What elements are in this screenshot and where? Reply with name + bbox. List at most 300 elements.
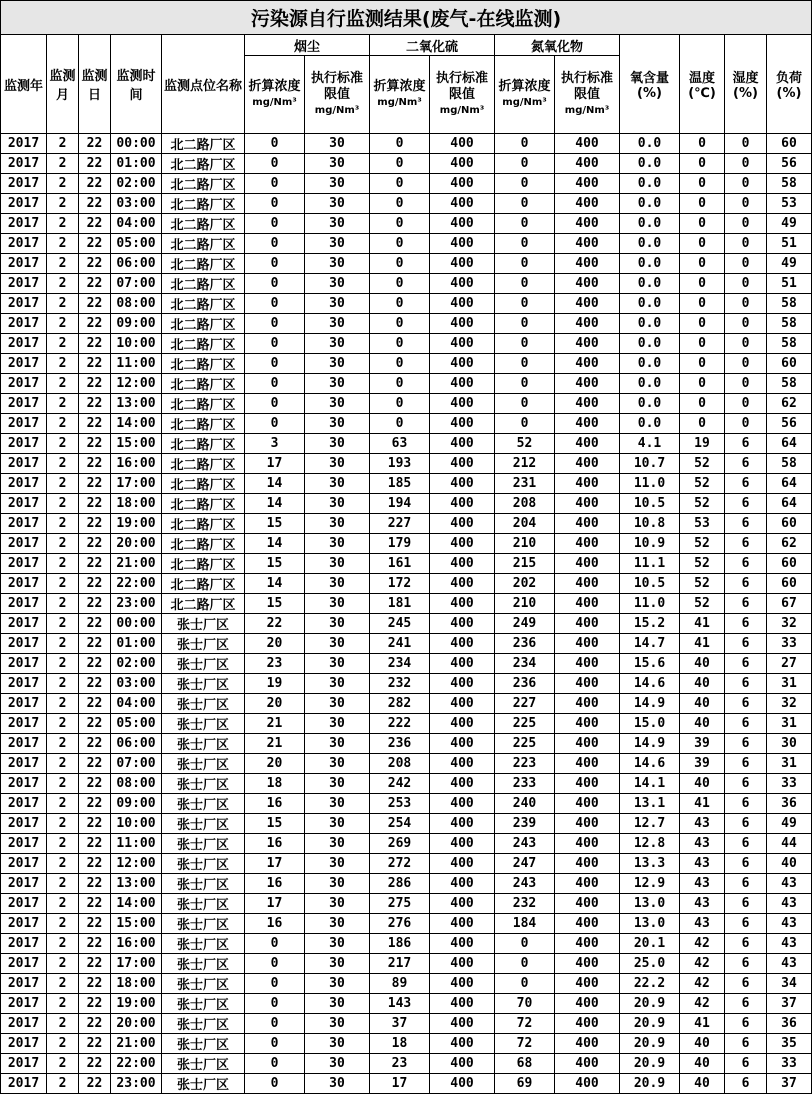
cell-nox-limit: 400 [555,854,620,874]
cell-load: 58 [767,174,812,194]
cell-smoke-limit: 30 [305,934,370,954]
cell-nox-limit: 400 [555,334,620,354]
cell-time: 07:00 [111,754,162,774]
cell-nox-limit: 400 [555,374,620,394]
table-row [1,874,812,894]
cell-nox-limit: 400 [555,934,620,954]
cell-day: 22 [79,834,111,854]
cell-so2-limit: 400 [430,474,495,494]
cell-location: 北二路厂区 [162,374,245,394]
cell-location: 张士厂区 [162,734,245,754]
cell-smoke-conc: 15 [245,814,305,834]
cell-humidity: 6 [725,814,767,834]
table-row [1,974,812,994]
cell-so2-limit: 400 [430,754,495,774]
cell-so2-conc: 17 [370,1074,430,1094]
cell-load: 60 [767,354,812,374]
table-row [1,854,812,874]
cell-nox-conc: 243 [495,834,555,854]
cell-temp: 43 [680,894,725,914]
cell-smoke-conc: 14 [245,534,305,554]
cell-oxygen: 11.0 [620,594,680,614]
cell-smoke-conc: 0 [245,174,305,194]
cell-humidity: 6 [725,554,767,574]
cell-load: 36 [767,1014,812,1034]
cell-month: 2 [47,1014,79,1034]
cell-nox-limit: 400 [555,274,620,294]
cell-time: 08:00 [111,294,162,314]
cell-so2-limit: 400 [430,974,495,994]
cell-temp: 40 [680,1074,725,1094]
cell-smoke-limit: 30 [305,494,370,514]
cell-nox-limit: 400 [555,674,620,694]
cell-load: 51 [767,234,812,254]
cell-smoke-limit: 30 [305,714,370,734]
cell-year: 2017 [1,834,47,854]
cell-temp: 0 [680,334,725,354]
cell-humidity: 0 [725,234,767,254]
cell-smoke-limit: 30 [305,1034,370,1054]
cell-humidity: 6 [725,954,767,974]
cell-smoke-conc: 23 [245,654,305,674]
cell-day: 22 [79,1074,111,1094]
cell-day: 22 [79,254,111,274]
cell-time: 05:00 [111,234,162,254]
cell-oxygen: 0.0 [620,314,680,334]
cell-year: 2017 [1,214,47,234]
cell-so2-limit: 400 [430,214,495,234]
cell-smoke-conc: 20 [245,754,305,774]
cell-load: 60 [767,134,812,154]
cell-month: 2 [47,434,79,454]
cell-so2-limit: 400 [430,354,495,374]
cell-time: 06:00 [111,254,162,274]
cell-load: 58 [767,314,812,334]
cell-nox-conc: 0 [495,954,555,974]
cell-humidity: 6 [725,1034,767,1054]
cell-load: 43 [767,954,812,974]
cell-nox-conc: 223 [495,754,555,774]
cell-nox-conc: 72 [495,1014,555,1034]
cell-smoke-limit: 30 [305,694,370,714]
cell-month: 2 [47,1074,79,1094]
cell-load: 60 [767,574,812,594]
cell-location: 张士厂区 [162,1014,245,1034]
cell-nox-conc: 210 [495,594,555,614]
cell-smoke-conc: 0 [245,194,305,214]
cell-so2-conc: 0 [370,134,430,154]
cell-month: 2 [47,1054,79,1074]
cell-year: 2017 [1,134,47,154]
cell-oxygen: 13.1 [620,794,680,814]
cell-humidity: 6 [725,654,767,674]
cell-nox-conc: 0 [495,134,555,154]
table-row [1,814,812,834]
cell-year: 2017 [1,734,47,754]
header-smoke-conc: 折算浓度 mg/Nm³ [245,56,305,134]
cell-so2-conc: 179 [370,534,430,554]
cell-so2-conc: 89 [370,974,430,994]
cell-humidity: 6 [725,694,767,714]
cell-month: 2 [47,534,79,554]
cell-nox-conc: 243 [495,874,555,894]
cell-location: 北二路厂区 [162,554,245,574]
cell-month: 2 [47,274,79,294]
cell-humidity: 6 [725,614,767,634]
cell-smoke-conc: 18 [245,774,305,794]
cell-day: 22 [79,734,111,754]
cell-so2-conc: 269 [370,834,430,854]
cell-time: 15:00 [111,434,162,454]
cell-temp: 40 [680,654,725,674]
cell-smoke-limit: 30 [305,194,370,214]
cell-so2-conc: 0 [370,194,430,214]
cell-day: 22 [79,654,111,674]
table-row [1,554,812,574]
cell-year: 2017 [1,614,47,634]
cell-nox-limit: 400 [555,654,620,674]
header-time: 监测时间 [111,35,162,134]
cell-smoke-limit: 30 [305,234,370,254]
cell-day: 22 [79,314,111,334]
cell-day: 22 [79,554,111,574]
cell-smoke-conc: 0 [245,1074,305,1094]
header-load: 负荷(%) [767,35,812,134]
cell-so2-limit: 400 [430,454,495,474]
cell-nox-conc: 225 [495,714,555,734]
cell-so2-limit: 400 [430,834,495,854]
cell-nox-conc: 204 [495,514,555,534]
cell-time: 21:00 [111,554,162,574]
cell-load: 34 [767,974,812,994]
cell-so2-conc: 217 [370,954,430,974]
cell-oxygen: 14.7 [620,634,680,654]
cell-smoke-conc: 0 [245,314,305,334]
cell-temp: 52 [680,474,725,494]
cell-year: 2017 [1,414,47,434]
cell-year: 2017 [1,574,47,594]
cell-oxygen: 22.2 [620,974,680,994]
cell-humidity: 0 [725,274,767,294]
cell-nox-conc: 70 [495,994,555,1014]
cell-nox-limit: 400 [555,694,620,714]
cell-month: 2 [47,734,79,754]
cell-humidity: 0 [725,134,767,154]
cell-temp: 0 [680,394,725,414]
cell-oxygen: 0.0 [620,274,680,294]
cell-oxygen: 15.2 [620,614,680,634]
cell-temp: 0 [680,294,725,314]
cell-location: 北二路厂区 [162,574,245,594]
cell-so2-conc: 0 [370,174,430,194]
header-location: 监测点位名称 [162,35,245,134]
cell-day: 22 [79,234,111,254]
header-so2: 二氧化硫 [370,35,495,56]
cell-month: 2 [47,814,79,834]
cell-load: 33 [767,1054,812,1074]
cell-smoke-limit: 30 [305,354,370,374]
cell-load: 31 [767,674,812,694]
cell-humidity: 6 [725,934,767,954]
cell-smoke-limit: 30 [305,454,370,474]
cell-day: 22 [79,974,111,994]
cell-location: 北二路厂区 [162,294,245,314]
cell-so2-limit: 400 [430,954,495,974]
cell-nox-conc: 212 [495,454,555,474]
cell-nox-conc: 0 [495,394,555,414]
header-smoke: 烟尘 [245,35,370,56]
cell-nox-limit: 400 [555,434,620,454]
cell-year: 2017 [1,654,47,674]
cell-location: 北二路厂区 [162,414,245,434]
cell-day: 22 [79,274,111,294]
cell-oxygen: 0.0 [620,134,680,154]
cell-nox-conc: 68 [495,1054,555,1074]
cell-smoke-conc: 17 [245,454,305,474]
cell-smoke-conc: 0 [245,934,305,954]
cell-load: 33 [767,634,812,654]
cell-nox-conc: 184 [495,914,555,934]
cell-nox-conc: 225 [495,734,555,754]
cell-so2-limit: 400 [430,854,495,874]
cell-time: 04:00 [111,214,162,234]
cell-time: 02:00 [111,654,162,674]
cell-smoke-conc: 16 [245,834,305,854]
cell-temp: 0 [680,234,725,254]
cell-time: 10:00 [111,814,162,834]
cell-oxygen: 12.9 [620,874,680,894]
cell-time: 04:00 [111,694,162,714]
cell-nox-limit: 400 [555,254,620,274]
table-row [1,134,812,154]
cell-smoke-conc: 0 [245,254,305,274]
table-row [1,574,812,594]
cell-time: 18:00 [111,974,162,994]
cell-so2-limit: 400 [430,1014,495,1034]
cell-so2-conc: 0 [370,234,430,254]
cell-day: 22 [79,374,111,394]
table-row [1,454,812,474]
cell-nox-conc: 0 [495,214,555,234]
cell-load: 43 [767,874,812,894]
table-row [1,294,812,314]
cell-so2-conc: 37 [370,1014,430,1034]
cell-so2-limit: 400 [430,934,495,954]
cell-day: 22 [79,334,111,354]
cell-nox-conc: 232 [495,894,555,914]
cell-smoke-conc: 20 [245,634,305,654]
cell-nox-conc: 236 [495,674,555,694]
cell-so2-conc: 232 [370,674,430,694]
cell-nox-limit: 400 [555,414,620,434]
cell-smoke-limit: 30 [305,1054,370,1074]
cell-nox-conc: 234 [495,654,555,674]
cell-location: 北二路厂区 [162,174,245,194]
cell-oxygen: 10.9 [620,534,680,554]
cell-month: 2 [47,514,79,534]
cell-nox-limit: 400 [555,594,620,614]
cell-oxygen: 0.0 [620,294,680,314]
cell-humidity: 6 [725,854,767,874]
table-row [1,314,812,334]
cell-day: 22 [79,854,111,874]
cell-smoke-conc: 0 [245,374,305,394]
header-month: 监测月 [47,35,79,134]
cell-oxygen: 11.0 [620,474,680,494]
cell-smoke-conc: 15 [245,514,305,534]
cell-load: 62 [767,394,812,414]
cell-load: 32 [767,614,812,634]
table-row [1,374,812,394]
cell-month: 2 [47,834,79,854]
cell-location: 北二路厂区 [162,334,245,354]
cell-location: 张士厂区 [162,774,245,794]
cell-nox-limit: 400 [555,154,620,174]
cell-nox-limit: 400 [555,214,620,234]
cell-load: 27 [767,654,812,674]
cell-nox-conc: 227 [495,694,555,714]
cell-year: 2017 [1,634,47,654]
cell-smoke-conc: 0 [245,994,305,1014]
cell-location: 张士厂区 [162,894,245,914]
cell-humidity: 6 [725,734,767,754]
cell-month: 2 [47,574,79,594]
cell-humidity: 6 [725,594,767,614]
cell-so2-conc: 208 [370,754,430,774]
cell-smoke-limit: 30 [305,914,370,934]
cell-temp: 0 [680,354,725,374]
cell-so2-conc: 172 [370,574,430,594]
cell-time: 19:00 [111,994,162,1014]
cell-smoke-conc: 16 [245,874,305,894]
cell-year: 2017 [1,374,47,394]
cell-smoke-conc: 15 [245,554,305,574]
cell-smoke-conc: 0 [245,1034,305,1054]
cell-so2-limit: 400 [430,634,495,654]
cell-location: 张士厂区 [162,994,245,1014]
cell-so2-limit: 400 [430,614,495,634]
cell-location: 北二路厂区 [162,494,245,514]
cell-temp: 0 [680,134,725,154]
cell-smoke-limit: 30 [305,854,370,874]
table-row [1,734,812,754]
cell-year: 2017 [1,194,47,214]
cell-so2-conc: 286 [370,874,430,894]
table-row [1,174,812,194]
cell-nox-limit: 400 [555,1054,620,1074]
cell-smoke-limit: 30 [305,514,370,534]
cell-so2-conc: 272 [370,854,430,874]
header-smoke-limit: 执行标准限值 mg/Nm³ [305,56,370,134]
cell-so2-conc: 0 [370,394,430,414]
cell-smoke-conc: 19 [245,674,305,694]
table-row [1,794,812,814]
cell-nox-conc: 208 [495,494,555,514]
cell-load: 67 [767,594,812,614]
cell-so2-conc: 63 [370,434,430,454]
table-row [1,474,812,494]
cell-temp: 53 [680,514,725,534]
cell-so2-conc: 185 [370,474,430,494]
cell-load: 32 [767,694,812,714]
cell-day: 22 [79,954,111,974]
cell-so2-conc: 234 [370,654,430,674]
cell-smoke-limit: 30 [305,154,370,174]
cell-so2-limit: 400 [430,774,495,794]
cell-nox-limit: 400 [555,134,620,154]
cell-month: 2 [47,454,79,474]
cell-month: 2 [47,654,79,674]
cell-temp: 41 [680,614,725,634]
cell-nox-conc: 0 [495,194,555,214]
cell-nox-conc: 0 [495,334,555,354]
cell-so2-limit: 400 [430,894,495,914]
cell-smoke-limit: 30 [305,1014,370,1034]
cell-load: 36 [767,794,812,814]
cell-oxygen: 14.6 [620,754,680,774]
cell-smoke-limit: 30 [305,534,370,554]
cell-temp: 40 [680,674,725,694]
cell-nox-conc: 233 [495,774,555,794]
cell-nox-limit: 400 [555,234,620,254]
cell-load: 37 [767,1074,812,1094]
cell-oxygen: 0.0 [620,154,680,174]
cell-smoke-conc: 0 [245,234,305,254]
cell-load: 58 [767,454,812,474]
cell-nox-limit: 400 [555,794,620,814]
cell-location: 张士厂区 [162,1054,245,1074]
cell-time: 10:00 [111,334,162,354]
header-nox-limit: 执行标准限值 mg/Nm³ [555,56,620,134]
cell-year: 2017 [1,234,47,254]
cell-day: 22 [79,494,111,514]
cell-so2-limit: 400 [430,734,495,754]
cell-nox-conc: 69 [495,1074,555,1094]
cell-temp: 43 [680,814,725,834]
cell-temp: 41 [680,794,725,814]
cell-location: 北二路厂区 [162,274,245,294]
cell-oxygen: 0.0 [620,374,680,394]
cell-year: 2017 [1,354,47,374]
cell-temp: 0 [680,194,725,214]
table-row [1,994,812,1014]
cell-smoke-conc: 21 [245,714,305,734]
cell-time: 07:00 [111,274,162,294]
cell-time: 23:00 [111,1074,162,1094]
cell-so2-conc: 0 [370,214,430,234]
cell-oxygen: 0.0 [620,354,680,374]
table-row [1,614,812,634]
cell-so2-limit: 400 [430,674,495,694]
cell-load: 51 [767,274,812,294]
cell-time: 23:00 [111,594,162,614]
cell-humidity: 0 [725,374,767,394]
table-row [1,414,812,434]
cell-temp: 42 [680,954,725,974]
cell-smoke-conc: 0 [245,294,305,314]
cell-time: 06:00 [111,734,162,754]
cell-year: 2017 [1,534,47,554]
cell-time: 09:00 [111,794,162,814]
cell-oxygen: 0.0 [620,414,680,434]
cell-nox-limit: 400 [555,554,620,574]
table-row [1,534,812,554]
cell-smoke-limit: 30 [305,314,370,334]
cell-oxygen: 10.8 [620,514,680,534]
cell-nox-conc: 0 [495,314,555,334]
table-row [1,754,812,774]
cell-year: 2017 [1,514,47,534]
